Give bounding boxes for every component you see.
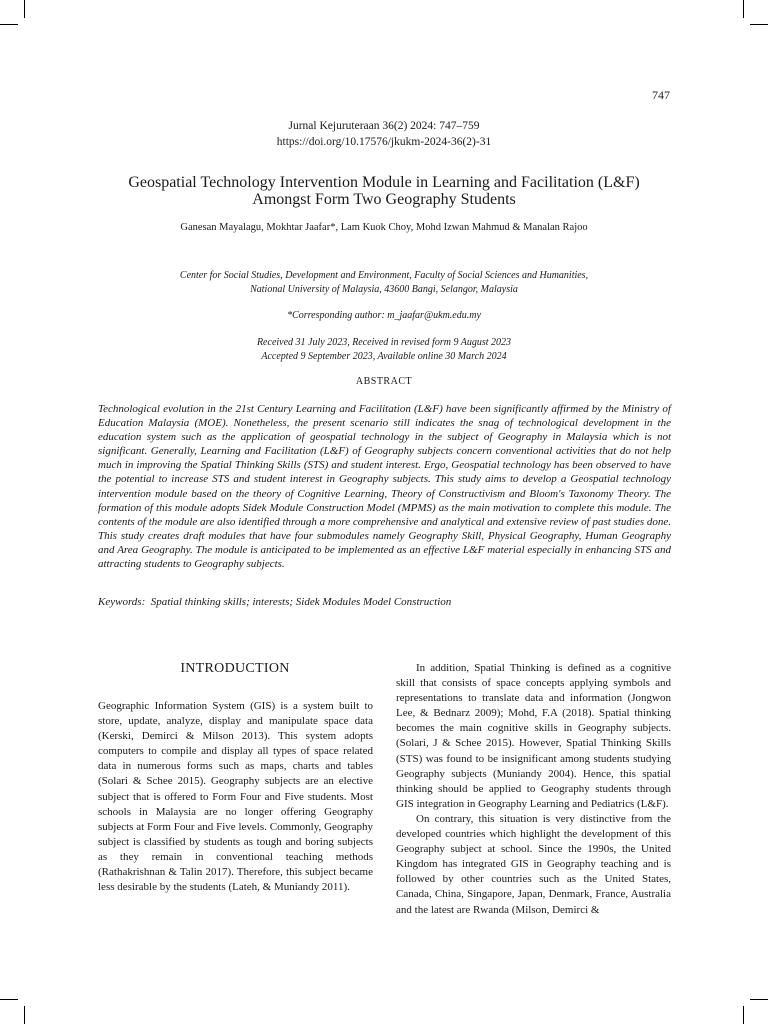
section-heading-introduction: INTRODUCTION xyxy=(180,661,290,676)
crop-mark-top-left-v xyxy=(24,0,25,18)
corresponding-author: *Corresponding author: m_jaafar@ukm.edu.my xyxy=(287,310,481,321)
affiliation-line1: Center for Social Studies, Development and Environment, Faculty of Social Sciences and Humanities, xyxy=(179,270,589,281)
abstract-heading: ABSTRACT xyxy=(355,376,413,387)
crop-mark-bottom-right-v xyxy=(743,1006,744,1024)
page-number: 747 xyxy=(652,88,670,102)
crop-mark-bottom-left-v xyxy=(24,1006,25,1024)
crop-mark-top-right-h xyxy=(750,24,768,25)
dates-line1: Received 31 July 2023, Received in revised form 9 August 2023 xyxy=(256,337,512,348)
paper-title xyxy=(80,174,688,208)
journal-citation: Jurnal Kejuruteraan 36(2) 2024: 747–759 xyxy=(288,120,480,132)
abstract-text: Technological evolution in the 21st Century Learning and Facilitation (L&F) have been significantly affirmed by the Ministry of Education Malaysia (MOE). Nonetheless, the present scenario still indicates the snag of technological development in the education system such as the application of geospatial technology in the subject of Geography in Malaysia which is not significant. Generally, Learning and Facilitation (L&F) of Geography subjects concern conventional activities that do not help much in improving the Spatial Thinking Skills (STS) and student interest. Ergo, Geospatial technology has been observed to have the potential to increase STS and student interest in Geography subjects. This study aims to develop a Geospatial technology intervention module based on the theory of Cognitive Learning, Theory of Constructivism and Bloom's Taxonomy Theory. The formation of this module adopts Sidek Module Construction Model (MPMS) as the main motivation to complete this module. The contents of the module are also identified through a more comprehensive and analytical and extensive review of past studies done. This study creates draft modules that have four submodules namely Geography Skill, Physical Geography, Human Geography and Area Geography. The module is anticipated to be implemented as an effective L&F material especially in enhancing STS and attracting students to Geography subjects. xyxy=(98,403,671,571)
keywords: Keywords: Spatial thinking skills; interests; Sidek Modules Model Construction xyxy=(98,596,452,608)
dates-line2: Accepted 9 September 2023, Available online 30 March 2024 xyxy=(261,351,507,362)
paper-title-line1: Geospatial Technology Intervention Module in Learning and Facilitation (L&F) xyxy=(128,174,640,191)
journal-doi[interactable]: https://doi.org/10.17576/jkukm-2024-36(2)-31 xyxy=(276,136,492,148)
author-list: Ganesan Mayalagu, Mokhtar Jaafar*, Lam Kuok Choy, Mohd Izwan Mahmud & Manalan Rajoo xyxy=(180,222,588,233)
affiliation xyxy=(0,269,768,297)
affiliation-line2: National University of Malaysia, 43600 Bangi, Selangor, Malaysia xyxy=(250,284,518,295)
crop-mark-top-left-h xyxy=(0,24,18,25)
paragraph: On contrary, this situation is very distinctive from the developed countries which highlight the development of this Geography subject at school. Since the 1990s, the United Kingdom has integrated GIS in Geography teaching and is followed by other countries such as the United States, Canada, China, Singapore, Japan, Denmark, France, Australia and the latest are Rwanda (Milson, Demirci & xyxy=(396,812,671,916)
submission-dates xyxy=(0,336,768,364)
journal-header xyxy=(0,118,768,150)
introduction-column-left: Geographic Information System (GIS) is a system built to store, update, analyze, display and manipulate space data (Kerski, Demirci & Milson 2013). This system adopts computers to compile and display all types of space related data in numerous forms such as maps, charts and tables (Solari & Schee 2015). Geography subjects are an elective subject that is offered to Form Four and Five students. Most schools in Malaysia are no longer offering Geography subjects at Form Four and Five levels. Commonly, Geography subject is classified by students as tough and boring subjects as they remain in conventional teaching methods (Rathakrishnan & Talin 2017). Therefore, this subject became less desirable by the students (Lateh, & Muniandy 2011). xyxy=(98,700,373,894)
paper-title-line2: Amongst Form Two Geography Students xyxy=(252,191,516,208)
crop-mark-bottom-left-h xyxy=(0,999,18,1000)
crop-mark-bottom-right-h xyxy=(750,999,768,1000)
crop-mark-top-right-v xyxy=(743,0,744,18)
paragraph: In addition, Spatial Thinking is defined as a cognitive skill that consists of space concepts applying symbols and representations to translate data and information (Jongwon Lee, & Bednarz 2009); Mohd, F.A (2018). Spatial thinking becomes the main cognitive skills in Geography subjects. (Solari, J & Schee 2015). However, Spatial Thinking Skills (STS) was found to be insignificant among students studying Geography subjects (Muniandy 2004). Hence, this spatial thinking should be applied to Geography students through GIS integration in Geography Learning and Pediatrics (L&F). xyxy=(396,662,671,810)
introduction-column-right xyxy=(396,661,671,918)
